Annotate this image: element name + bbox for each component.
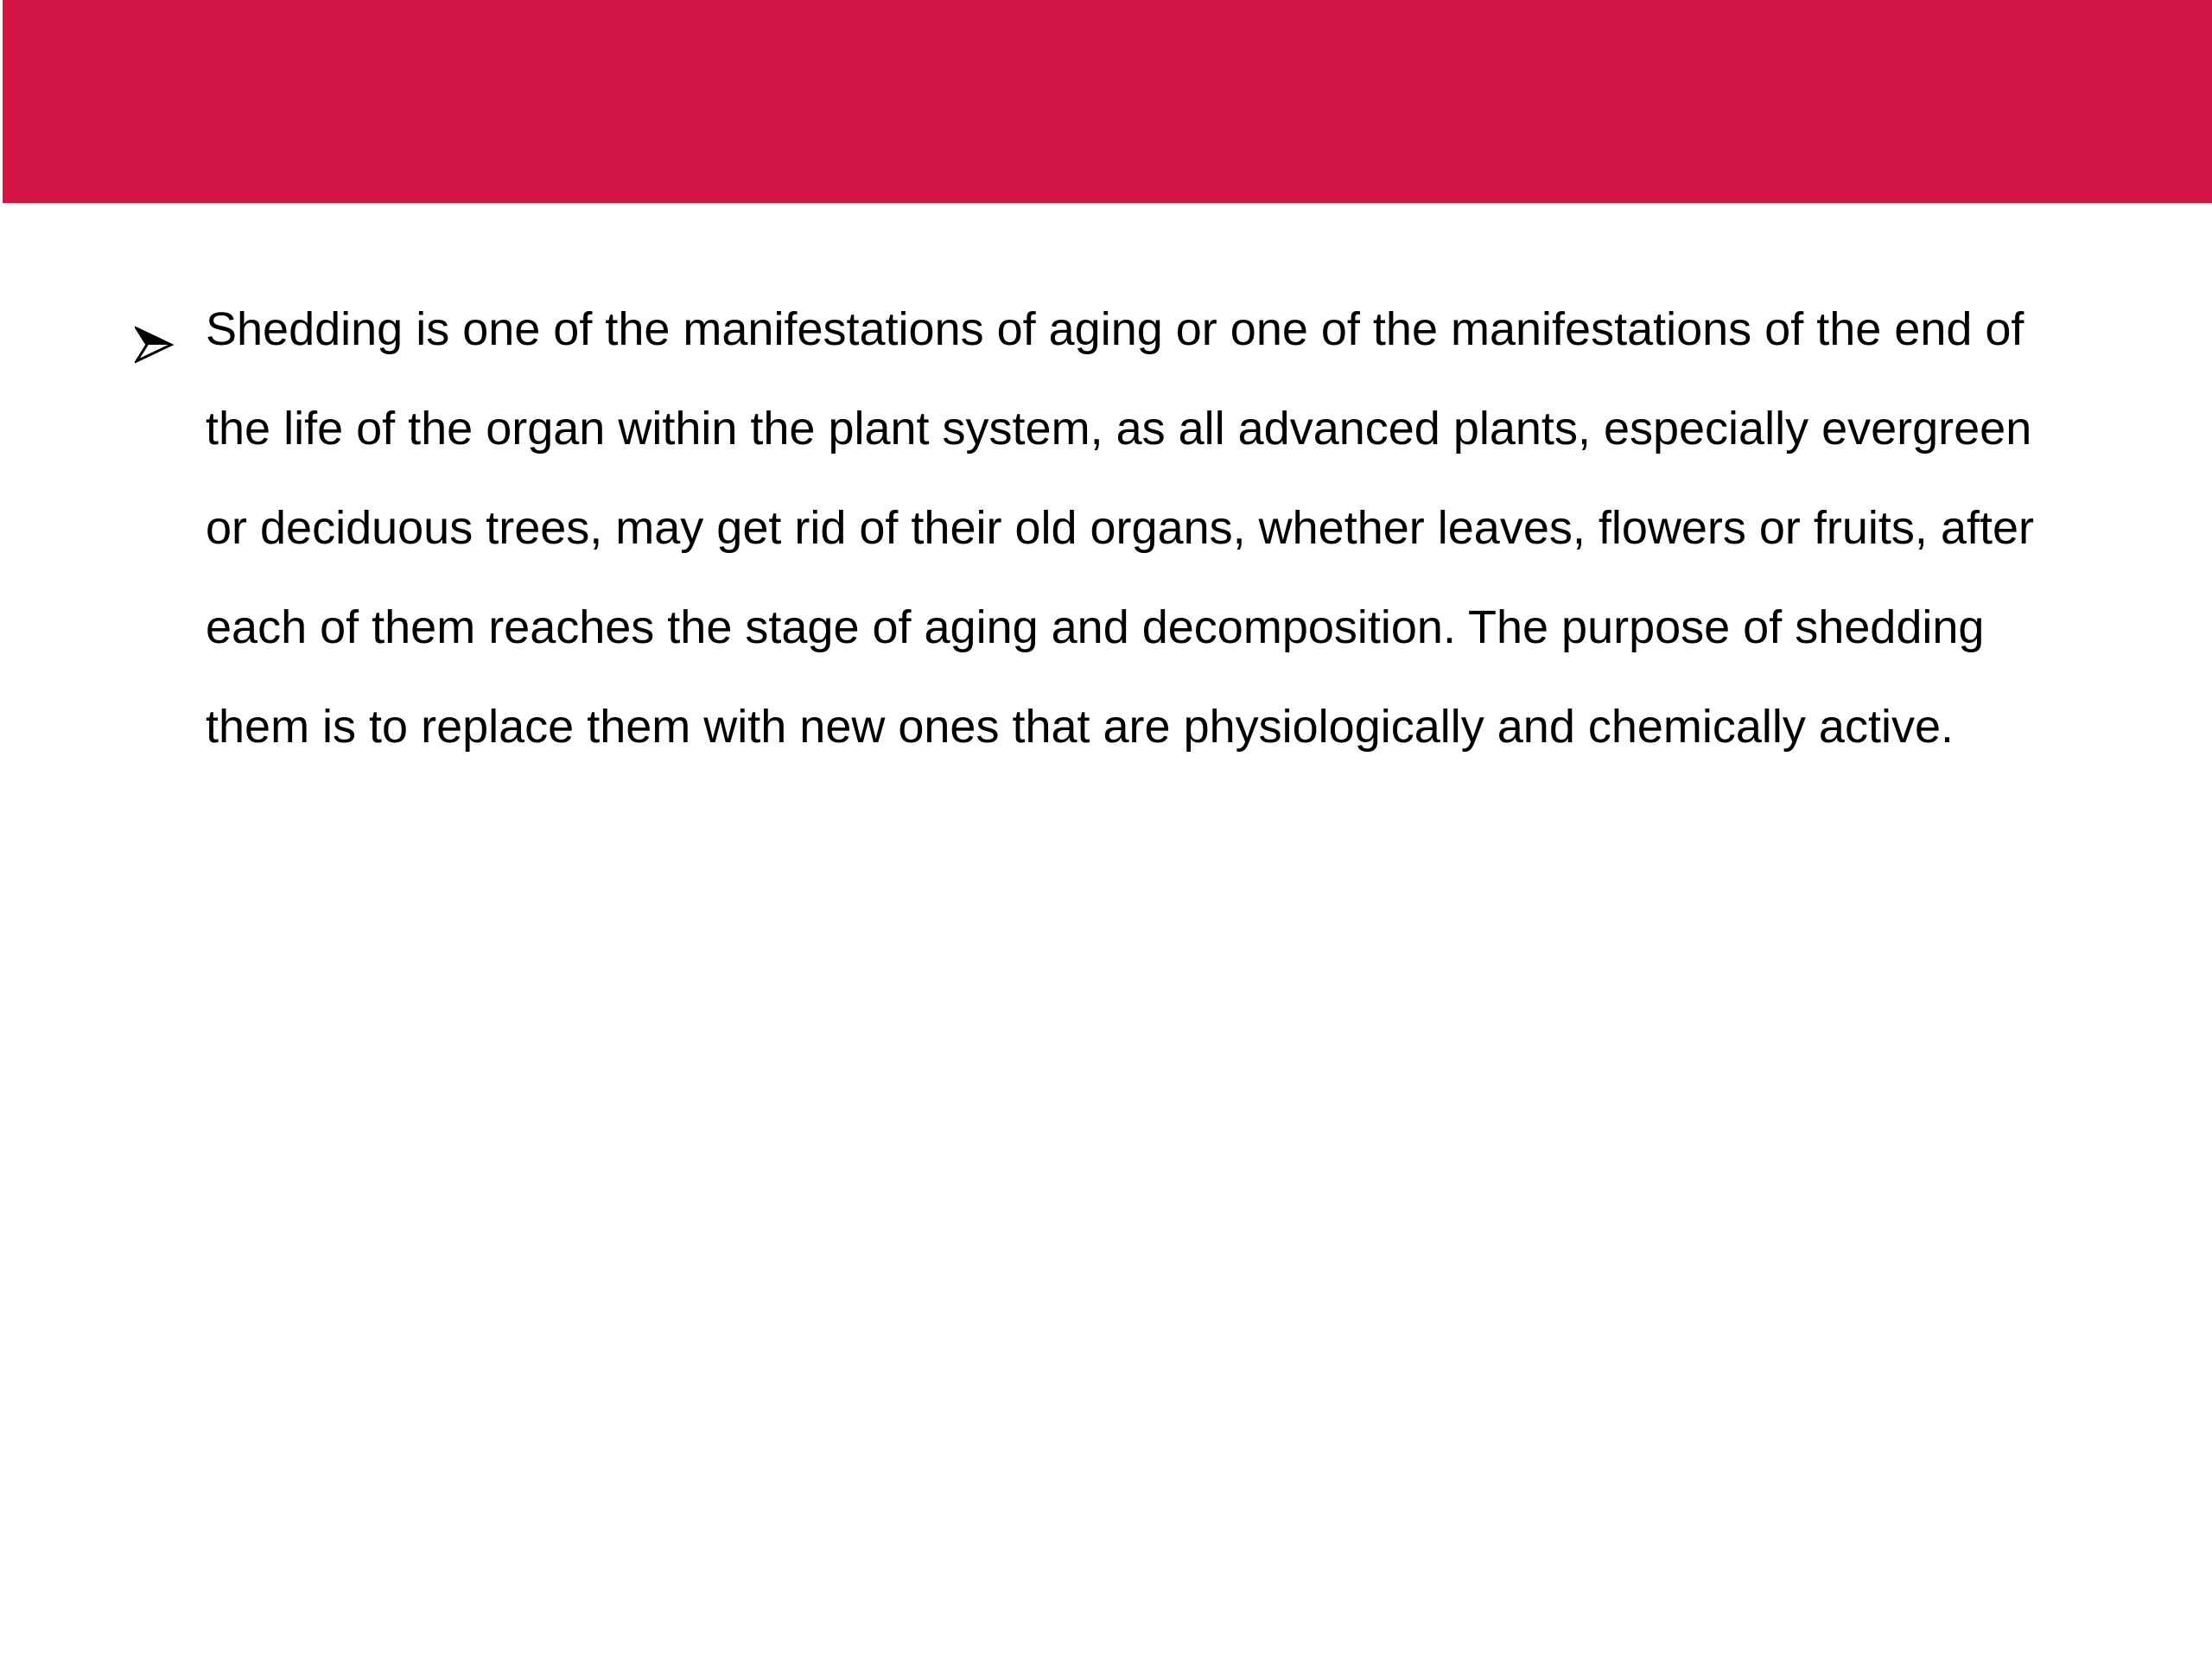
bullet-item [135, 303, 2070, 777]
arrowhead-bullet-icon [135, 325, 175, 365]
slide-body [135, 303, 2070, 777]
bullet-text: Shedding is one of the manifestations of aging or one of the manifestations of the end of the life of the organ within the plant system, as all advanced plants, especially evergreen or deciduous trees, may get rid of their old organs, whether leaves, flowers or fruits, after each of them reaches the stage of aging and decomposition. The purpose of shedding them is to replace them with new ones that are physiologically and chemically active. [206, 303, 2034, 753]
header-band [3, 0, 2212, 203]
